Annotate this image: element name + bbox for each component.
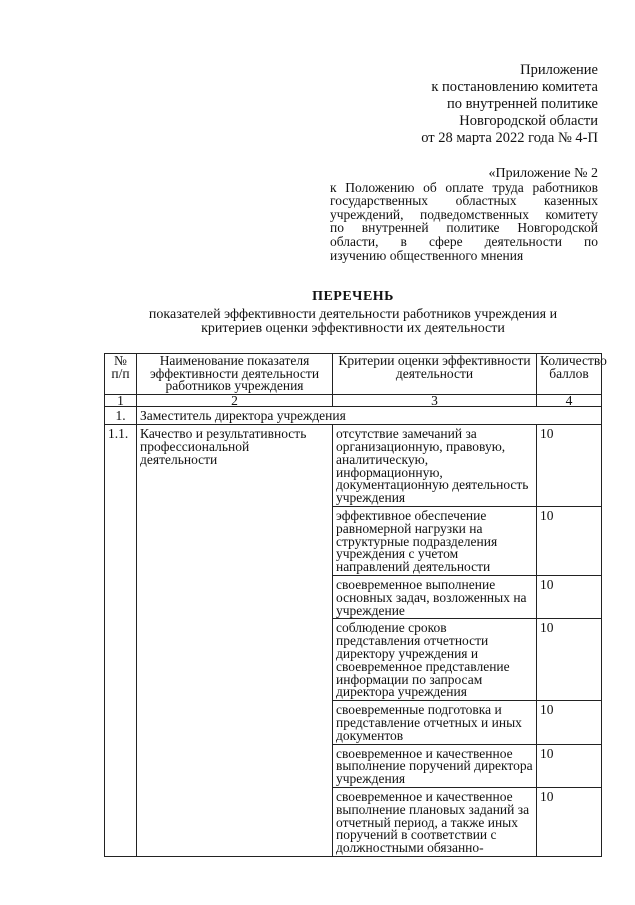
column-number: 1 xyxy=(105,394,137,406)
approval-header xyxy=(421,62,598,147)
header-line: по внутренней политике xyxy=(446,96,598,112)
header-line: Новгородской области xyxy=(459,113,598,129)
section-title: Заместитель директора учреждения xyxy=(137,406,602,425)
annex-line: изучению общественного мнения xyxy=(330,247,524,263)
points: 10 xyxy=(537,576,602,619)
criterion: своевременное выполнение основных задач, возложенных на учреждение xyxy=(333,576,537,619)
points: 10 xyxy=(537,744,602,787)
header-line: Приложение xyxy=(520,62,598,78)
points: 10 xyxy=(537,507,602,576)
annex-line: области, в сфере деятельности по xyxy=(330,233,598,249)
header-line: от 28 марта 2022 года № 4-П xyxy=(421,130,598,146)
header-criteria: Критерии оценки эффективности деятельности xyxy=(333,354,537,395)
indicators-table xyxy=(104,353,607,857)
annex-block xyxy=(330,167,598,262)
column-number: 3 xyxy=(333,394,537,406)
document-title: ПЕРЕЧЕНЬ xyxy=(312,289,394,304)
annex-line: по внутренней политике Новгородской xyxy=(330,220,598,236)
criterion: своевременные подготовка и представление отчетных и иных документов xyxy=(333,701,537,744)
column-numbers-row xyxy=(105,394,602,406)
criterion: эффективное обеспечение равномерной нагрузки на структурные подразделения учреждения с учетом направлений деятельности xyxy=(333,507,537,576)
points: 10 xyxy=(537,788,602,857)
table-row xyxy=(105,425,602,507)
section-number: 1. xyxy=(105,406,137,425)
header-num: № п/п xyxy=(105,354,137,395)
criterion: своевременное и качественное выполнение плановых заданий за отчетный период, а также иных поручений в соответствии с должностными обязанно- xyxy=(333,788,537,857)
annex-title: «Приложение № 2 xyxy=(488,166,598,181)
header-line: к постановлению комитета xyxy=(431,79,598,95)
column-number: 2 xyxy=(137,394,333,406)
points: 10 xyxy=(537,619,602,701)
criterion: отсутствие замечаний за организационную, правовую, аналитическую, информационную, документационную деятельность учреждения xyxy=(333,425,537,507)
table-header-row xyxy=(105,354,602,395)
item-name: Качество и результативность профессиональной деятельности xyxy=(137,425,333,857)
section-row xyxy=(105,406,602,425)
header-points: Количество баллов xyxy=(537,354,602,395)
column-number: 4 xyxy=(537,394,602,406)
header-name: Наименование показателя эффективности деятельности работников учреждения xyxy=(137,354,333,395)
annex-line: к Положению об оплате труда работников xyxy=(330,179,598,195)
criterion: своевременное и качественное выполнение поручений директора учреждения xyxy=(333,744,537,787)
annex-line: государственных областных казенных xyxy=(330,193,598,209)
annex-line: учреждений, подведомственных комитету xyxy=(330,206,598,222)
criterion: соблюдение сроков представления отчетности директору учреждения и своевременное представление информации по запросам директора учреждения xyxy=(333,619,537,701)
document-subtitle: показателей эффективности деятельности работников учреждения и критериев оценки эффективности их деятельности xyxy=(148,307,558,336)
points: 10 xyxy=(537,425,602,507)
points: 10 xyxy=(537,701,602,744)
item-number: 1.1. xyxy=(105,425,137,857)
